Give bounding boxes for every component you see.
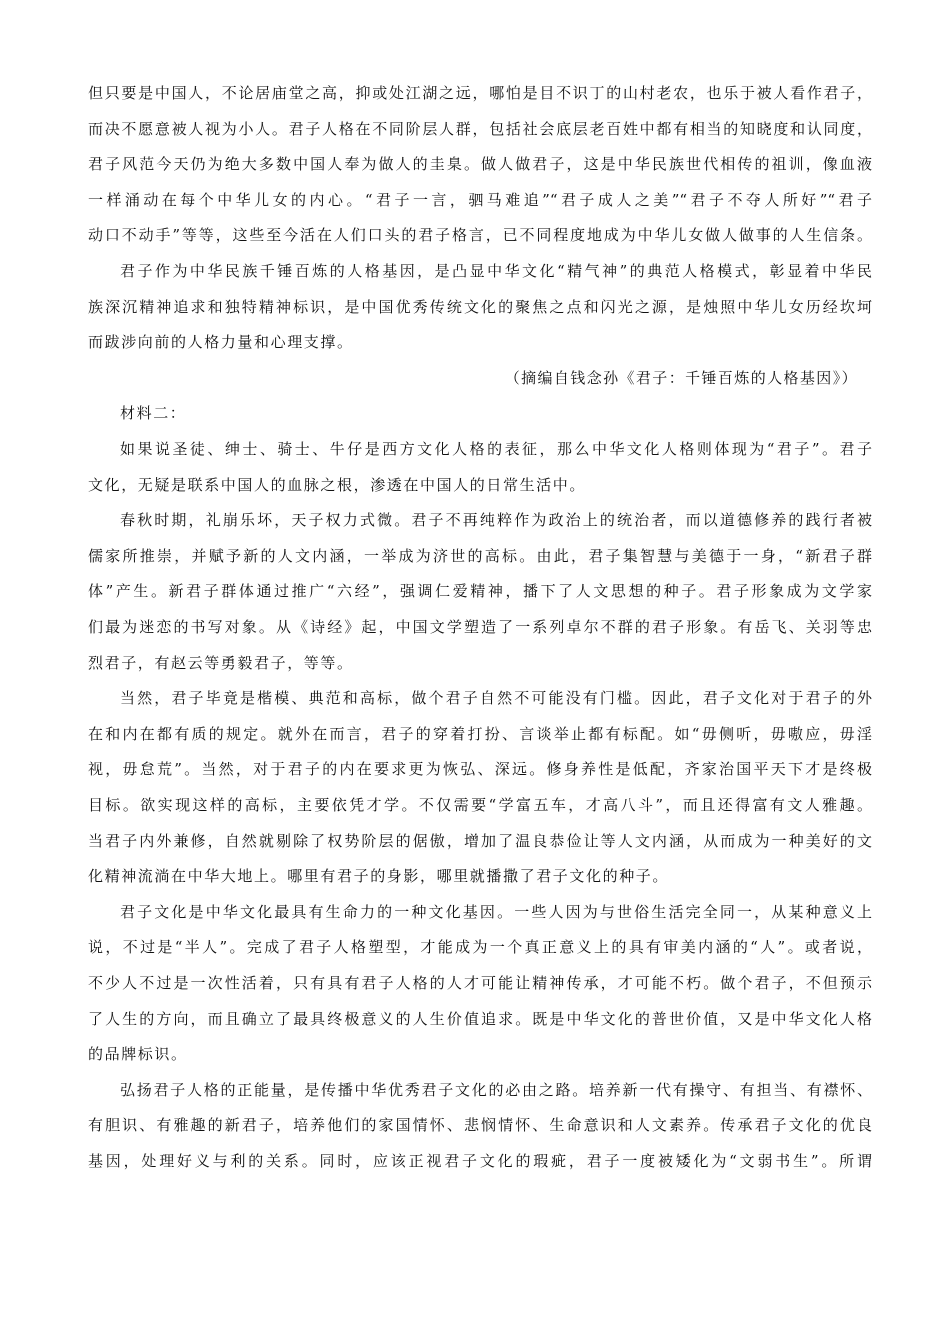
text-line: 说，不过是“半人”。完成了君子人格塑型，才能成为一个真正意义上的具有审美内涵的“人”。或者说， [88, 938, 872, 957]
text-line: 一样涌动在每个中华儿女的内心。“君子一言，驷马难追”“君子成人之美”“君子不夺人所好”“君子 [88, 190, 872, 209]
text-line: 不少人不过是一次性活着，只有具有君子人格的人才可能让精神传承，才可能不朽。做个君子，不但预示 [88, 974, 872, 992]
text-line: 们最为迷恋的书写对象。从《诗经》起，中国文学塑造了一系列卓尔不群的君子形象。有岳飞、关羽等忠 [88, 618, 872, 636]
text-line: 春秋时期，礼崩乐坏，天子权力式微。君子不再纯粹作为政治上的统治者，而以道德修养的践行者被 [120, 511, 872, 530]
text-line: 君子作为中华民族千锤百炼的人格基因，是凸显中华文化“精气神”的典范人格模式，彰显着中华民 [120, 262, 872, 280]
text-line: 君子风范今天仍为绝大多数中国人奉为做人的圭臬。做人做君子，这是中华民族世代相传的祖训，像血液 [88, 155, 872, 174]
text-line: 弘扬君子人格的正能量，是传播中华优秀君子文化的必由之路。培养新一代有操守、有担当、有襟怀、 [120, 1080, 872, 1099]
text-line: 儒家所推崇，并赋予新的人文内涵，一举成为济世的高标。由此，君子集智慧与美德于一身，“新君子群 [88, 546, 872, 565]
text-line: 当然，君子毕竟是楷模、典范和高标，做个君子自然不可能没有门槛。因此，君子文化对于君子的外 [120, 689, 872, 708]
text-line: 动口不动手”等等，这些至今活在人们口头的君子格言，已不同程度地成为中华儿女做人做事的人生信条。 [88, 226, 872, 245]
text-line: 目标。欲实现这样的高标，主要依凭才学。不仅需要“学富五车，才高八斗”，而且还得富有文人雅趣。 [88, 796, 872, 814]
source-citation: （摘编自钱念孙《君子：千锤百炼的人格基因》） [504, 368, 858, 387]
text-line: 基因，处理好义与利的关系。同时，应该正视君子文化的瑕疵，君子一度被矮化为“文弱书生”。所谓 [88, 1152, 872, 1170]
text-line: 在和内在都有质的规定。就外在而言，君子的穿着打扮、言谈举止都有标配。如“毋侧听，毋嗷应，毋淫 [88, 724, 872, 743]
text-line: 而决不愿意被人视为小人。君子人格在不同阶层人群，包括社会底层老百姓中都有相当的知晓度和认同度， [88, 119, 872, 138]
section-heading: 材料二： [120, 404, 187, 423]
text-line: 但只要是中国人，不论居庙堂之高，抑或处江湖之远，哪怕是目不识丁的山村老农，也乐于被人看作君子， [88, 84, 872, 102]
text-line: 的品牌标识。 [88, 1045, 188, 1064]
text-line: 君子文化是中华文化最具有生命力的一种文化基因。一些人因为与世俗生活完全同一，从某种意义上 [120, 902, 872, 921]
text-line: 族深沉精神追求和独特精神标识，是中国优秀传统文化的聚焦之点和闪光之源，是烛照中华儿女历经坎坷 [88, 297, 872, 316]
text-line: 有胆识、有雅趣的新君子，培养他们的家国情怀、悲悯情怀、生命意识和人文素养。传承君子文化的优良 [88, 1116, 872, 1135]
text-line: 体”产生。新君子群体通过推广“六经”，强调仁爱精神，播下了人文思想的种子。君子形象成为文学家 [88, 582, 872, 601]
text-line: 当君子内外兼修，自然就剔除了权势阶层的倨傲，增加了温良恭俭让等人文内涵，从而成为一种美好的文 [88, 831, 872, 850]
text-line: 了人生的方向，而且确立了最具终极意义的人生价值追求。既是中华文化的普世价值，又是中华文化人格 [88, 1009, 872, 1028]
text-line: 化精神流淌在中华大地上。哪里有君子的身影，哪里就播撒了君子文化的种子。 [88, 867, 670, 886]
text-line: 文化，无疑是联系中国人的血脉之根，渗透在中国人的日常生活中。 [88, 475, 587, 494]
text-line: 视，毋怠荒”。当然，对于君子的内在要求更为恢弘、深远。修身养性是低配，齐家治国平天下才是终极 [88, 760, 872, 779]
text-line: 而跋涉向前的人格力量和心理支撑。 [88, 333, 354, 352]
text-line: 如果说圣徒、绅士、骑士、牛仔是西方文化人格的表征，那么中华文化人格则体现为“君子”。君子 [120, 440, 872, 458]
text-line: 烈君子，有赵云等勇毅君子，等等。 [88, 653, 354, 672]
